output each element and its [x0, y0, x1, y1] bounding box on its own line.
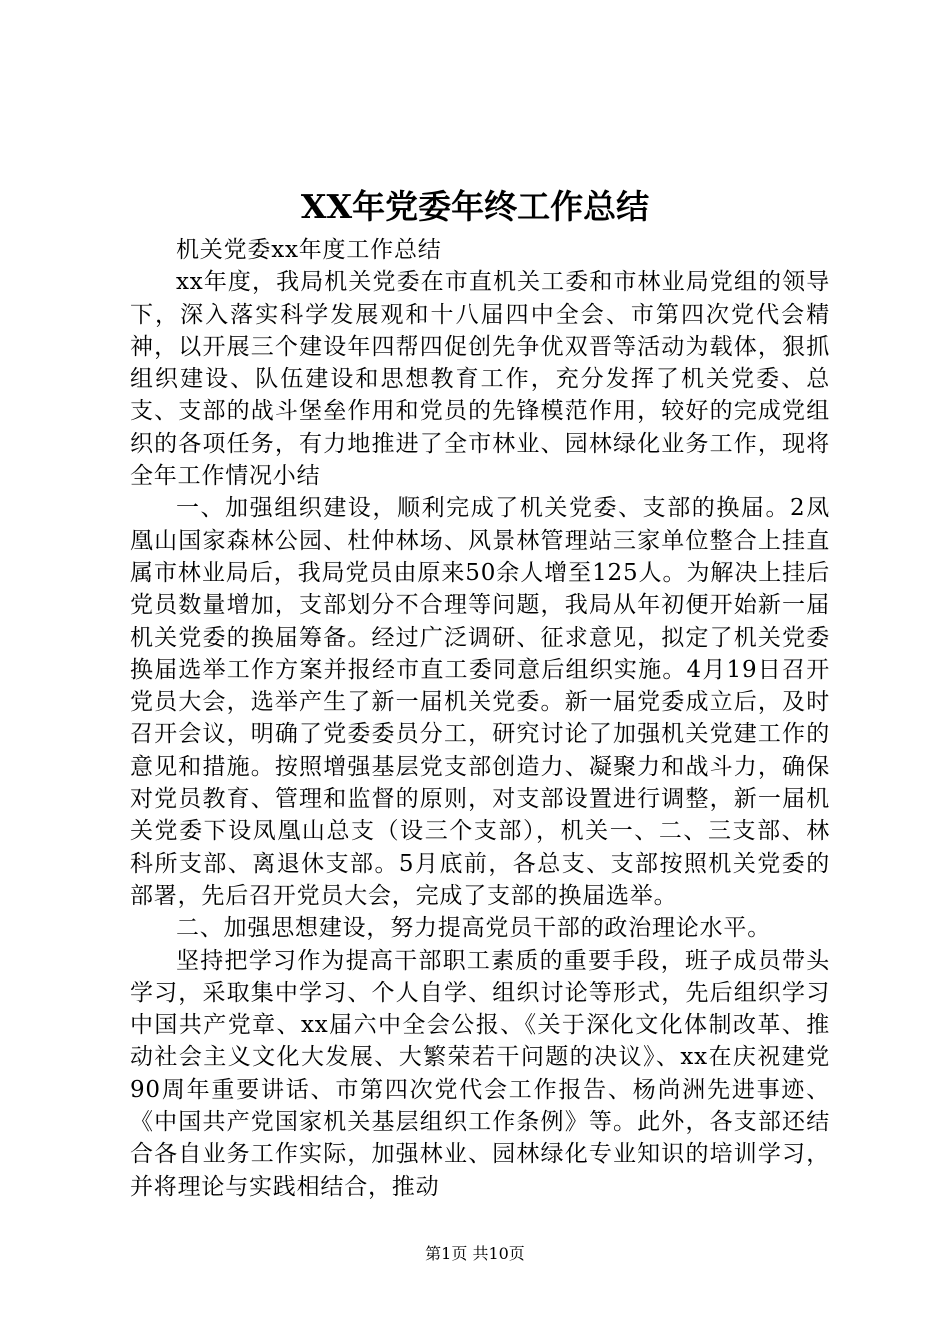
- paragraph-organization: 一、加强组织建设，顺利完成了机关党委、支部的换届。2凤凰山国家森林公园、杜仲林场、风景林管理站三家单位整合上挂直属市林业局后，我局党员由原来50余人增至125人。为解决上挂后党员数量增加，支部划分不合理等问题，我局从年初便开始新一届机关党委的换届筹备。经过广泛调研、征求意见，拟定了机关党委换届选举工作方案并报经市直工委同意后组织实施。4月19日召开党员大会，选举产生了新一届机关党委。新一届党委成立后，及时召开会议，明确了党委委员分工，研究讨论了加强机关党建工作的意见和措施。按照增强基层党支部创造力、凝聚力和战斗力，确保对党员教育、管理和监督的原则，对支部设置进行调整，新一届机关党委下设凤凰山总支（设三个支部），机关一、二、三支部、林科所支部、离退休支部。5月底前，各总支、支部按照机关党委的部署，先后召开党员大会，完成了支部的换届选举。: [130, 495, 830, 909]
- page-number: 第1页 共10页: [425, 1244, 525, 1263]
- paragraph-ideology-heading: 二、加强思想建设，努力提高党员干部的政治理论水平。: [176, 915, 771, 942]
- document-title: XX年党委年终工作总结: [300, 187, 650, 226]
- document-body: [130, 234, 830, 1203]
- paragraph-subtitle: 机关党委xx年度工作总结: [176, 237, 442, 263]
- paragraph-study: 坚持把学习作为提高干部职工素质的重要手段，班子成员带头学习，采取集中学习、个人自学、组织讨论等形式，先后组织学习中国共产党章、xx届六中全会公报、《关于深化文化体制改革、推动社会主义文化大发展、大繁荣若干问题的决议》、xx在庆祝建党90周年重要讲话、市第四次党代会工作报告、杨尚洲先进事迹、《中国共产党国家机关基层组织工作条例》等。此外，各支部还结合各自业务工作实际，加强林业、园林绿化专业知识的培训学习，并将理论与实践相结合，推动: [130, 947, 830, 1200]
- paragraph-intro: xx年度，我局机关党委在市直机关工委和市林业局党组的领导下，深入落实科学发展观和十八届四中全会、市第四次党代会精神，以开展三个建设年四帮四促创先争优双晋等活动为载体，狠抓组织建设、队伍建设和思想教育工作，充分发挥了机关党委、总支、支部的战斗堡垒作用和党员的先锋模范作用，较好的完成党组织的各项任务，有力地推进了全市林业、园林绿化业务工作，现将全年工作情况小结: [130, 269, 830, 490]
